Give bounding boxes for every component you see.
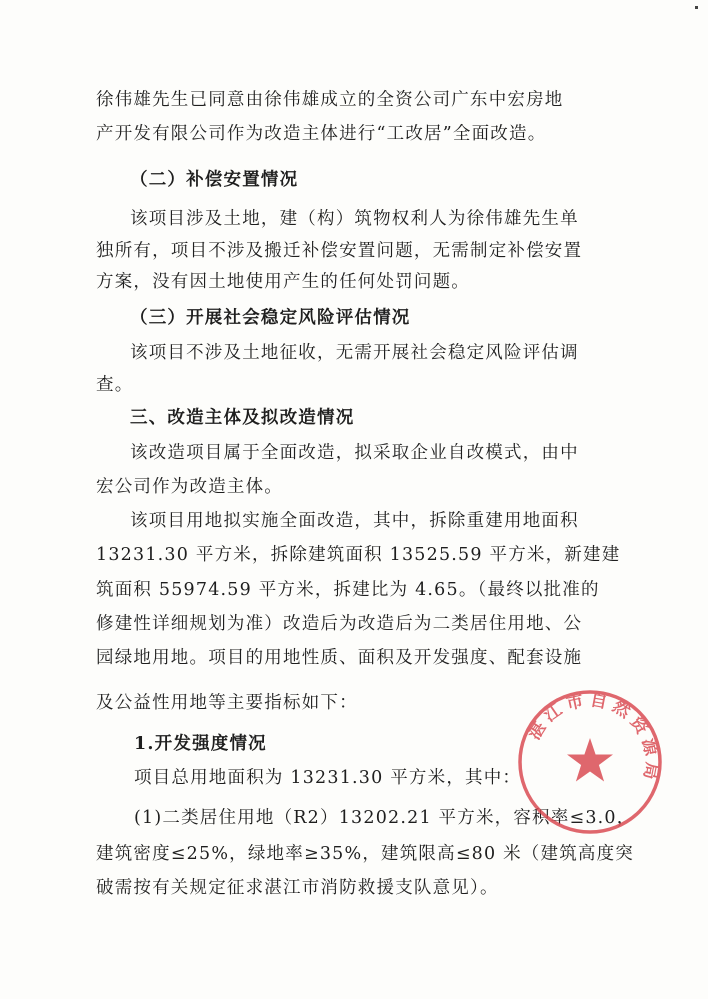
subsection-heading: 1.开发强度情况 [134, 734, 267, 754]
paragraph-line: 查。 [96, 375, 134, 395]
paragraph-line: 宏公司作为改造主体。 [96, 477, 283, 497]
paragraph-line: 13231.30 平方米，拆除建筑面积 13525.59 平方米，新建建 [96, 545, 621, 565]
paragraph-line: 项目总用地面积为 13231.30 平方米，其中： [134, 768, 522, 788]
paragraph-line: (1)二类居住用地（R2）13202.21 平方米，容积率≤3.0， [134, 808, 636, 828]
official-seal [516, 688, 664, 836]
paragraph-line: 该项目涉及土地，建（构）筑物权利人为徐伟雄先生单 [130, 209, 579, 229]
paragraph-line: 产开发有限公司作为改造主体进行“工改居”全面改造。 [96, 124, 547, 144]
section-heading: 三、改造主体及拟改造情况 [130, 408, 355, 428]
section-heading: （二）补偿安置情况 [130, 170, 299, 190]
paragraph-line: 独所有，项目不涉及搬迁补偿安置问题，无需制定补偿安置 [96, 241, 583, 261]
paragraph-line: 方案，没有因土地使用产生的任何处罚问题。 [96, 272, 470, 292]
paragraph-line: 该项目不涉及土地征收，无需开展社会稳定风险评估调 [130, 343, 579, 363]
corner-mark [695, 6, 698, 9]
paragraph-line: 破需按有关规定征求湛江市消防救援支队意见）。 [96, 878, 499, 898]
paragraph-line: 徐伟雄先生已同意由徐伟雄成立的全资公司广东中宏房地 [96, 90, 564, 110]
section-heading: （三）开展社会稳定风险评估情况 [130, 308, 411, 328]
seal-star [567, 738, 613, 782]
paragraph-line: 筑面积 55974.59 平方米，拆建比为 4.65。（最终以批准的 [96, 580, 600, 600]
paragraph-line: 该改造项目属于全面改造，拟采取企业自改模式，由中 [130, 443, 579, 463]
seal-text: 湛江市自然资源局 [524, 690, 662, 786]
paragraph-line: 园绿地用地。项目的用地性质、面积及开发强度、配套设施 [96, 648, 583, 668]
paragraph-line: 修建性详细规划为准）改造后为改造后为二类居住用地、公 [96, 614, 583, 634]
paragraph-line: 该项目用地拟实施全面改造，其中，拆除重建用地面积 [130, 511, 579, 531]
paragraph-line: 及公益性用地等主要指标如下： [96, 693, 358, 713]
paragraph-line: 建筑密度≤25%，绿地率≥35%，建筑限高≤80 米（建筑高度突 [96, 844, 635, 864]
